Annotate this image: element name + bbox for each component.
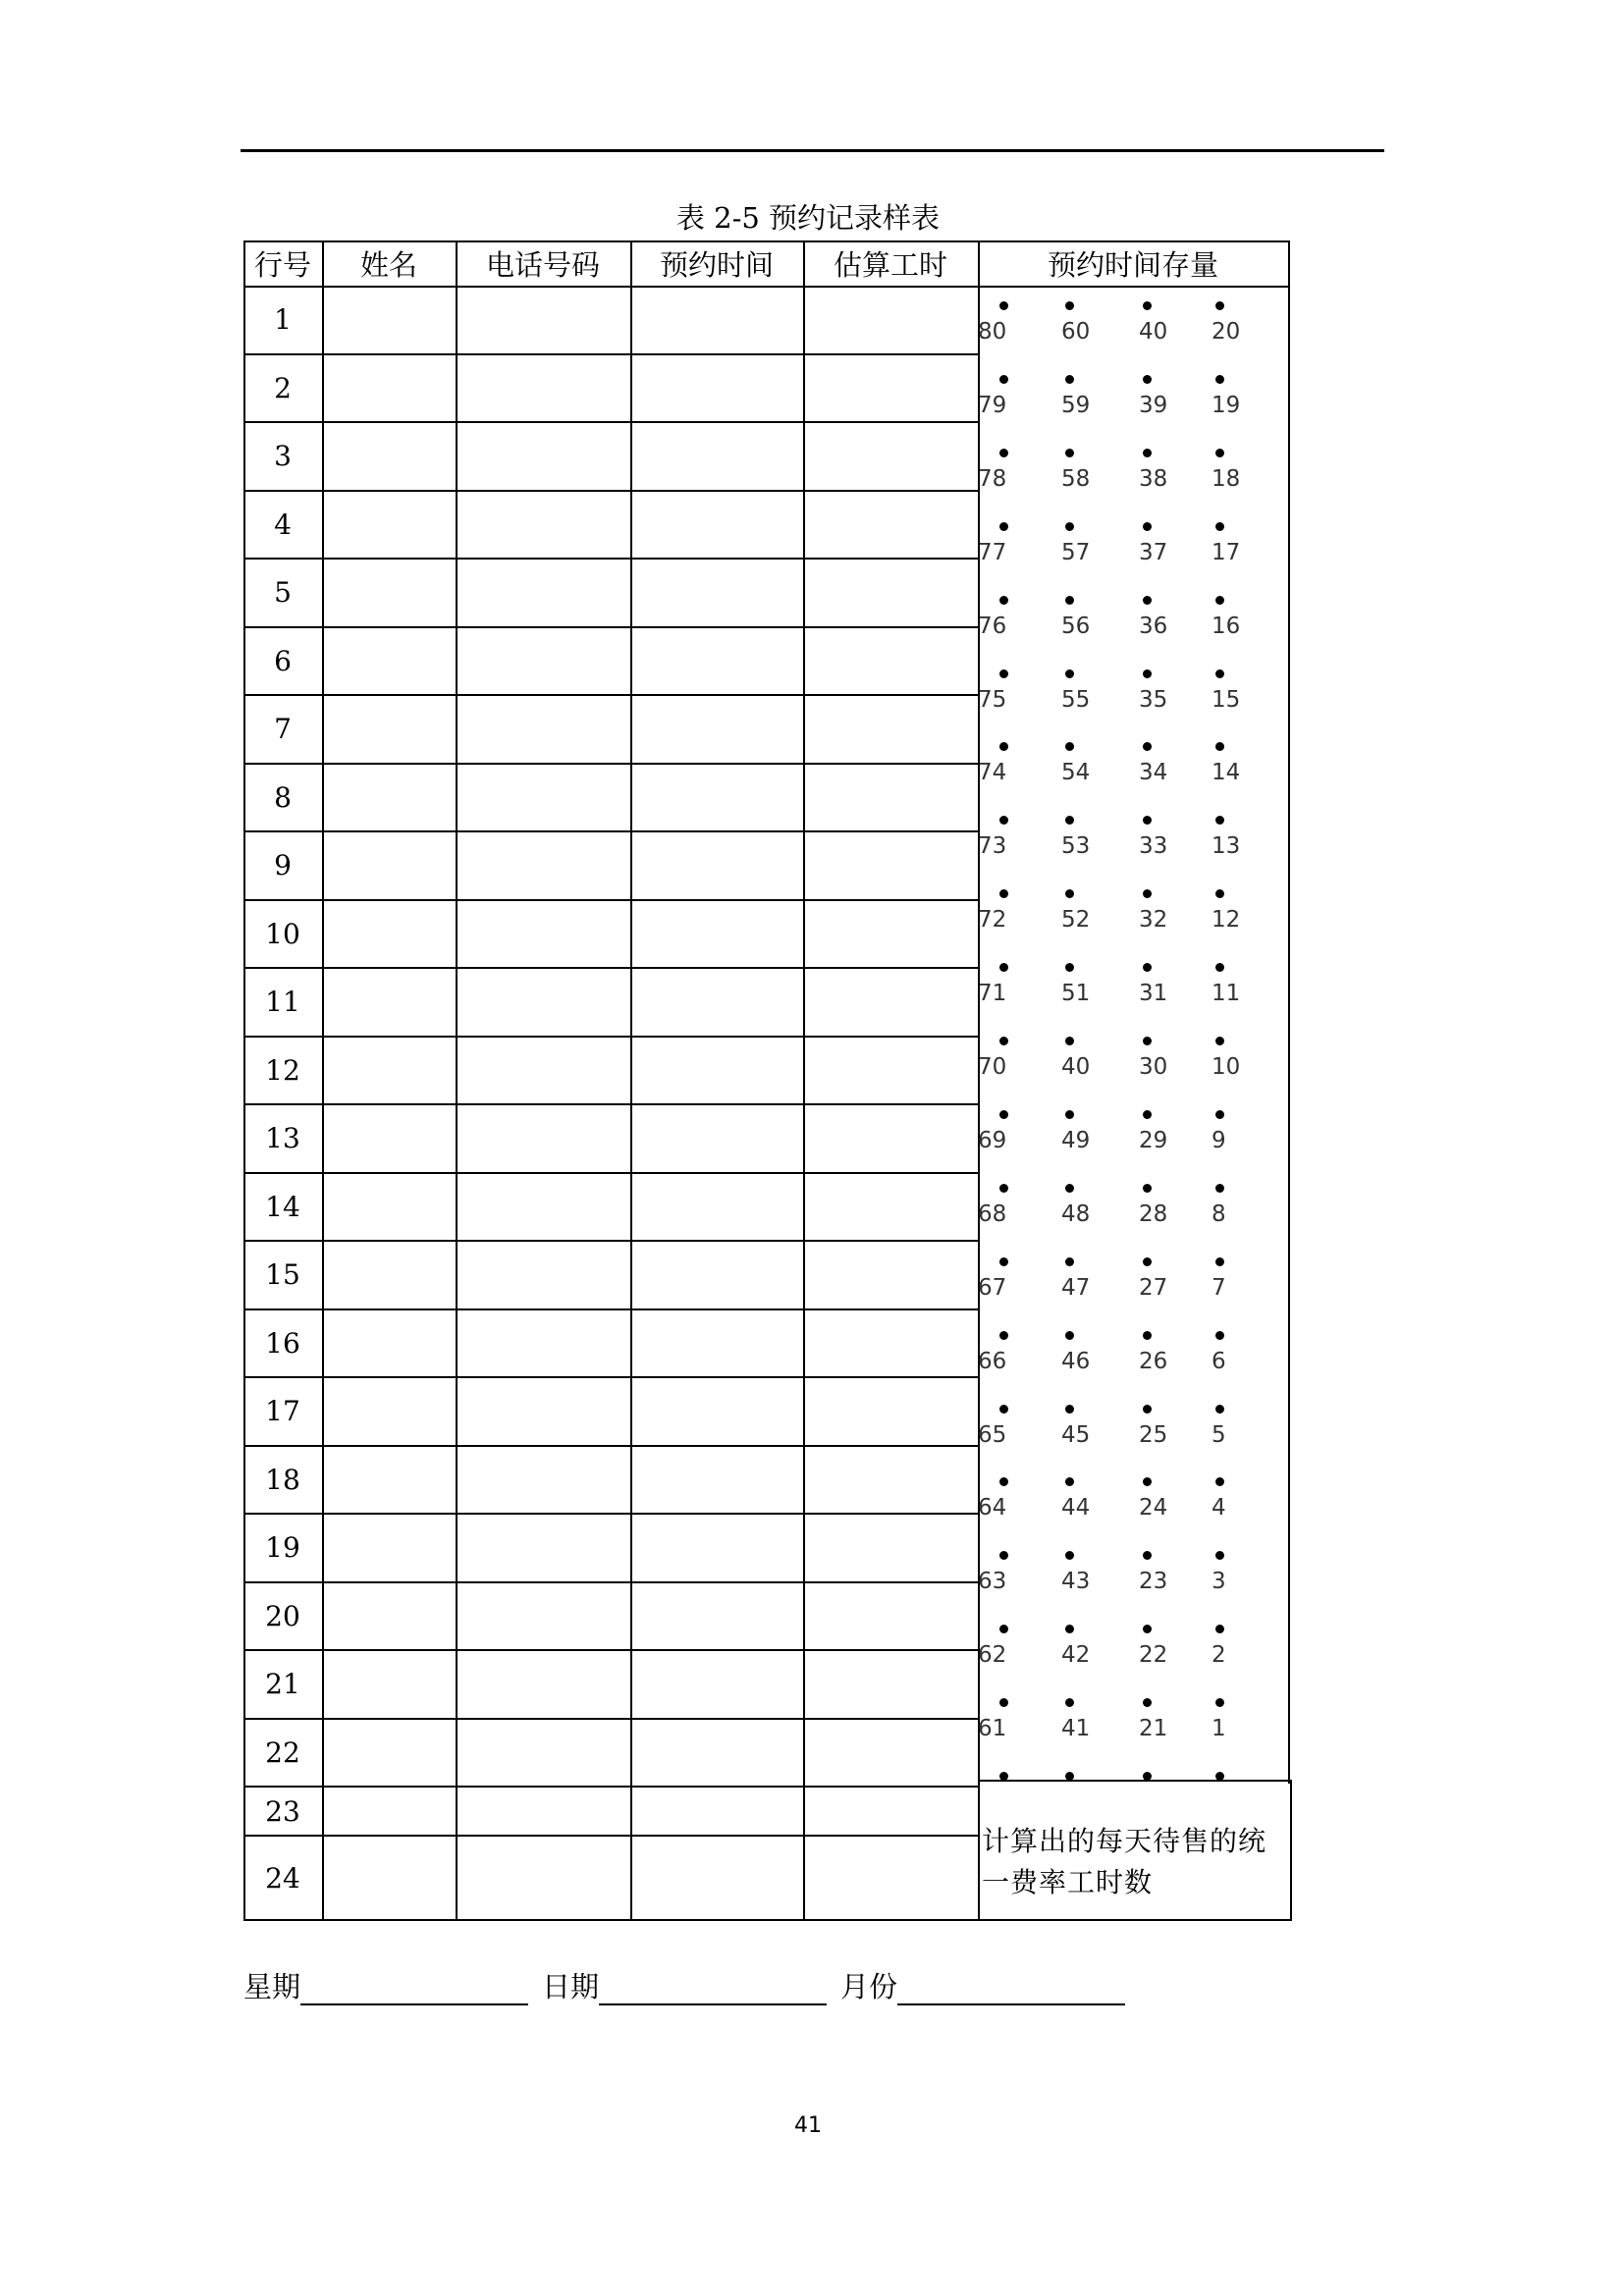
row-number: 21 xyxy=(265,1668,300,1701)
header-rule xyxy=(241,149,1384,152)
slot-dot-icon xyxy=(1143,596,1152,605)
hour-slot-number: 18 xyxy=(1212,465,1241,492)
slot-dot-icon xyxy=(999,1698,1008,1707)
slot-dot-icon xyxy=(999,1551,1008,1560)
row-number: 14 xyxy=(265,1190,300,1223)
hour-slot-number: 38 xyxy=(1139,465,1168,492)
row-number: 11 xyxy=(265,986,300,1019)
slot-dot-icon xyxy=(1065,522,1074,531)
row-divider xyxy=(243,1835,980,1837)
slot-dot-icon xyxy=(1143,1625,1152,1633)
row-divider xyxy=(243,1786,980,1788)
slot-dot-icon xyxy=(1215,1477,1224,1486)
row-divider xyxy=(243,763,980,765)
hour-slot-number: 67 xyxy=(978,1274,1007,1301)
hour-slot-number: 40 xyxy=(1139,319,1168,345)
row-divider xyxy=(243,1240,980,1242)
slot-dot-icon xyxy=(1143,1184,1152,1193)
hour-slot-number: 51 xyxy=(1061,981,1091,1007)
slot-dot-icon xyxy=(1065,449,1074,457)
hour-slot-number: 5 xyxy=(1212,1421,1226,1448)
hour-slot-number: 37 xyxy=(1139,539,1168,565)
slot-dot-icon xyxy=(1215,1257,1224,1266)
row-divider xyxy=(243,694,980,696)
column-divider xyxy=(803,240,805,1921)
row-divider xyxy=(243,421,980,423)
row-number: 3 xyxy=(274,440,292,473)
slot-dot-icon xyxy=(1065,889,1074,898)
slot-dot-icon xyxy=(999,1405,1008,1414)
hour-slot-number: 45 xyxy=(1061,1421,1091,1448)
hour-slot-number: 48 xyxy=(1061,1201,1091,1227)
hour-slot-number: 29 xyxy=(1139,1127,1168,1153)
row-divider xyxy=(243,1103,980,1105)
slot-dot-icon xyxy=(1065,1184,1074,1193)
row-number: 20 xyxy=(265,1599,300,1632)
hour-slot-number: 19 xyxy=(1212,392,1241,418)
slot-dot-icon xyxy=(1143,889,1152,898)
slot-dot-icon xyxy=(1143,1698,1152,1707)
hour-slot-number: 14 xyxy=(1212,760,1241,786)
hour-slot-number: 69 xyxy=(978,1127,1007,1153)
slot-dot-icon xyxy=(1065,1625,1074,1633)
row-number: 5 xyxy=(274,576,292,610)
slot-dot-icon xyxy=(1143,816,1152,825)
hour-slot-number: 78 xyxy=(978,465,1007,492)
hour-slot-number: 26 xyxy=(1139,1348,1168,1374)
hour-slot-number: 77 xyxy=(978,539,1007,565)
hour-slot-number: 64 xyxy=(978,1495,1007,1522)
slot-dot-icon xyxy=(1065,742,1074,751)
hour-slot-number: 47 xyxy=(1061,1274,1091,1301)
slot-dot-icon xyxy=(1065,963,1074,972)
slot-dot-icon xyxy=(1215,1625,1224,1633)
slot-dot-icon xyxy=(1215,1110,1224,1119)
slot-dot-icon xyxy=(1215,1698,1224,1707)
hour-slot-number: 24 xyxy=(1139,1495,1168,1522)
slot-dot-icon xyxy=(1215,669,1224,678)
appointment-record-table xyxy=(243,240,1292,1921)
hour-slot-number: 73 xyxy=(978,833,1007,860)
page-number: 41 xyxy=(794,2113,822,2138)
hour-slot-number: 2 xyxy=(1212,1642,1226,1669)
row-number: 23 xyxy=(265,1794,300,1828)
row-divider xyxy=(243,1445,980,1447)
slot-dot-icon xyxy=(1065,596,1074,605)
hour-slot-number: 17 xyxy=(1212,539,1241,565)
row-number: 8 xyxy=(274,780,292,814)
hour-slot-number: 42 xyxy=(1061,1642,1091,1669)
hour-slot-number: 39 xyxy=(1139,392,1168,418)
weekday-label: 星期 xyxy=(243,1970,301,2003)
hour-slot-number: 74 xyxy=(978,760,1007,786)
slot-dot-icon xyxy=(1065,1477,1074,1486)
date-field[interactable] xyxy=(599,1970,827,2005)
row-number: 12 xyxy=(265,1053,300,1087)
slot-dot-icon xyxy=(1143,1331,1152,1340)
note-box-top xyxy=(978,1780,1292,1782)
table-caption: 表 2-5 预约记录样表 xyxy=(675,201,941,235)
slot-dot-icon xyxy=(999,1331,1008,1340)
row-divider xyxy=(243,830,980,832)
hour-slot-number: 59 xyxy=(1061,392,1091,418)
row-number: 4 xyxy=(274,507,292,541)
hour-slot-number: 70 xyxy=(978,1054,1007,1080)
column-header: 行号 xyxy=(253,247,311,282)
row-divider xyxy=(243,967,980,969)
row-divider xyxy=(243,1036,980,1038)
slot-dot-icon xyxy=(1143,963,1152,972)
slot-dot-icon xyxy=(999,301,1008,310)
slot-dot-icon xyxy=(1143,1257,1152,1266)
hour-slot-number: 20 xyxy=(1212,319,1241,345)
hour-slot-number: 1 xyxy=(1212,1716,1226,1742)
row-number: 17 xyxy=(265,1395,300,1428)
hour-slot-number: 4 xyxy=(1212,1495,1226,1522)
slot-dot-icon xyxy=(999,1037,1008,1045)
hour-slot-number: 31 xyxy=(1139,981,1168,1007)
month-label: 月份 xyxy=(840,1970,898,2003)
hour-slot-number: 62 xyxy=(978,1642,1007,1669)
hour-slot-number: 11 xyxy=(1212,981,1241,1007)
hour-slot-number: 53 xyxy=(1061,833,1091,860)
column-header: 姓名 xyxy=(359,247,417,282)
daily-hours-note: 计算出的每天待售的统一费率工时数 xyxy=(982,1825,1267,1898)
hour-slot-number: 75 xyxy=(978,686,1007,713)
row-number: 7 xyxy=(274,713,292,746)
hour-slot-number: 58 xyxy=(1061,465,1091,492)
row-number: 2 xyxy=(274,371,292,404)
hour-slot-number: 28 xyxy=(1139,1201,1168,1227)
row-divider xyxy=(243,626,980,628)
row-divider xyxy=(243,1308,980,1310)
hour-slot-number: 22 xyxy=(1139,1642,1168,1669)
hour-slot-number: 40 xyxy=(1061,1054,1091,1080)
slot-dot-icon xyxy=(999,742,1008,751)
column-divider xyxy=(630,240,632,1921)
row-number: 13 xyxy=(265,1122,300,1155)
hour-slot-number: 30 xyxy=(1139,1054,1168,1080)
row-divider xyxy=(243,490,980,492)
row-divider xyxy=(243,558,980,560)
slot-dot-icon xyxy=(999,963,1008,972)
hour-slot-number: 46 xyxy=(1061,1348,1091,1374)
slot-dot-icon xyxy=(1065,1772,1074,1781)
slot-dot-icon xyxy=(1065,1331,1074,1340)
month-field[interactable] xyxy=(897,1970,1125,2005)
hour-slot-number: 7 xyxy=(1212,1274,1226,1301)
hour-slot-number: 65 xyxy=(978,1421,1007,1448)
table-border-right-lower xyxy=(1290,1780,1292,1921)
slot-dot-icon xyxy=(1215,1184,1224,1193)
slot-dot-icon xyxy=(1143,1405,1152,1414)
hour-slot-number: 80 xyxy=(978,319,1007,345)
slot-dot-icon xyxy=(1215,889,1224,898)
slot-dot-icon xyxy=(1215,449,1224,457)
slot-dot-icon xyxy=(1215,816,1224,825)
row-divider xyxy=(243,1718,980,1720)
column-divider xyxy=(322,240,324,1921)
hour-slot-number: 23 xyxy=(1139,1569,1168,1595)
slot-dot-icon xyxy=(999,1477,1008,1486)
slot-dot-icon xyxy=(999,1772,1008,1781)
slot-dot-icon xyxy=(1215,1551,1224,1560)
row-number: 6 xyxy=(274,644,292,677)
hour-slot-number: 33 xyxy=(1139,833,1168,860)
hour-slot-number: 55 xyxy=(1061,686,1091,713)
table-border-bottom xyxy=(243,1919,1292,1921)
hour-slot-number: 6 xyxy=(1212,1348,1226,1374)
row-divider xyxy=(243,1376,980,1378)
hour-slot-number: 34 xyxy=(1139,760,1168,786)
slot-dot-icon xyxy=(999,522,1008,531)
column-header: 预约时间 xyxy=(659,247,774,282)
slot-dot-icon xyxy=(1215,1405,1224,1414)
slot-dot-icon xyxy=(1143,669,1152,678)
hour-slot-number: 41 xyxy=(1061,1716,1091,1742)
slot-dot-icon xyxy=(999,596,1008,605)
hour-slot-number: 44 xyxy=(1061,1495,1091,1522)
hour-slot-number: 3 xyxy=(1212,1569,1226,1595)
table-border-right xyxy=(1288,240,1290,1784)
slot-dot-icon xyxy=(1065,1257,1074,1266)
hour-slot-number: 71 xyxy=(978,981,1007,1007)
hour-slot-number: 13 xyxy=(1212,833,1241,860)
slot-dot-icon xyxy=(1215,301,1224,310)
hour-slot-number: 61 xyxy=(978,1716,1007,1742)
date-label: 日期 xyxy=(542,1970,600,2003)
row-divider xyxy=(243,1581,980,1583)
hour-slot-number: 32 xyxy=(1139,907,1168,934)
column-divider xyxy=(456,240,458,1921)
hour-slot-number: 52 xyxy=(1061,907,1091,934)
column-header: 电话号码 xyxy=(485,247,600,282)
hour-slot-number: 10 xyxy=(1212,1054,1241,1080)
slot-dot-icon xyxy=(999,669,1008,678)
hour-slot-number: 15 xyxy=(1212,686,1241,713)
slot-dot-icon xyxy=(999,1110,1008,1119)
slot-dot-icon xyxy=(1143,375,1152,384)
slot-dot-icon xyxy=(1215,1037,1224,1045)
row-divider xyxy=(243,1513,980,1515)
row-number: 16 xyxy=(265,1326,300,1360)
hour-slot-number: 21 xyxy=(1139,1716,1168,1742)
slot-dot-icon xyxy=(1215,596,1224,605)
hour-slot-number: 25 xyxy=(1139,1421,1168,1448)
slot-dot-icon xyxy=(1215,1772,1224,1781)
row-divider xyxy=(243,1172,980,1174)
slot-dot-icon xyxy=(999,1625,1008,1633)
slot-dot-icon xyxy=(1215,522,1224,531)
slot-dot-icon xyxy=(1065,1551,1074,1560)
hour-slot-number: 72 xyxy=(978,907,1007,934)
slot-dot-icon xyxy=(999,1184,1008,1193)
row-number: 19 xyxy=(265,1531,300,1565)
header-divider xyxy=(243,286,1290,288)
slot-dot-icon xyxy=(1143,301,1152,310)
hour-slot-number: 43 xyxy=(1061,1569,1091,1595)
row-number: 24 xyxy=(265,1862,300,1895)
slot-dot-icon xyxy=(999,449,1008,457)
hour-slot-number: 56 xyxy=(1061,613,1091,639)
row-number: 15 xyxy=(265,1258,300,1292)
slot-dot-icon xyxy=(1065,301,1074,310)
slot-dot-icon xyxy=(1065,1037,1074,1045)
slot-dot-icon xyxy=(1065,1698,1074,1707)
slot-dot-icon xyxy=(999,1257,1008,1266)
column-header: 估算工时 xyxy=(833,247,947,282)
row-number: 9 xyxy=(274,849,292,882)
hour-slot-number: 27 xyxy=(1139,1274,1168,1301)
hour-slot-number: 79 xyxy=(978,392,1007,418)
slot-dot-icon xyxy=(1215,742,1224,751)
row-number: 1 xyxy=(274,303,292,337)
hour-slot-number: 57 xyxy=(1061,539,1091,565)
hour-slot-number: 9 xyxy=(1212,1127,1226,1153)
column-divider xyxy=(978,240,980,1921)
column-header: 预约时间存量 xyxy=(1047,247,1218,282)
slot-dot-icon xyxy=(1143,1772,1152,1781)
row-divider xyxy=(243,1649,980,1651)
hour-slot-number: 36 xyxy=(1139,613,1168,639)
slot-dot-icon xyxy=(1143,1110,1152,1119)
hour-slot-number: 35 xyxy=(1139,686,1168,713)
hour-slot-number: 76 xyxy=(978,613,1007,639)
slot-dot-icon xyxy=(999,816,1008,825)
weekday-field[interactable] xyxy=(300,1970,528,2005)
sheet-footer xyxy=(243,1966,1139,2005)
slot-dot-icon xyxy=(1215,1331,1224,1340)
hour-slot-number: 66 xyxy=(978,1348,1007,1374)
slot-dot-icon xyxy=(1215,963,1224,972)
row-divider xyxy=(243,899,980,901)
slot-dot-icon xyxy=(1065,375,1074,384)
slot-dot-icon xyxy=(1143,1037,1152,1045)
slot-dot-icon xyxy=(1215,375,1224,384)
slot-dot-icon xyxy=(1143,1551,1152,1560)
slot-dot-icon xyxy=(1065,816,1074,825)
slot-dot-icon xyxy=(1143,1477,1152,1486)
hour-slot-number: 54 xyxy=(1061,760,1091,786)
hour-slot-number: 8 xyxy=(1212,1201,1226,1227)
row-number: 18 xyxy=(265,1463,300,1496)
hour-slot-number: 63 xyxy=(978,1569,1007,1595)
slot-dot-icon xyxy=(1143,522,1152,531)
row-divider xyxy=(243,353,980,355)
hour-slot-number: 60 xyxy=(1061,319,1091,345)
slot-dot-icon xyxy=(1065,669,1074,678)
hour-slot-number: 12 xyxy=(1212,907,1241,934)
slot-dot-icon xyxy=(1065,1405,1074,1414)
slot-dot-icon xyxy=(1065,1110,1074,1119)
hour-slot-number: 49 xyxy=(1061,1127,1091,1153)
slot-dot-icon xyxy=(999,375,1008,384)
row-number: 22 xyxy=(265,1735,300,1769)
slot-dot-icon xyxy=(1143,742,1152,751)
hour-slot-number: 68 xyxy=(978,1201,1007,1227)
slot-dot-icon xyxy=(1143,449,1152,457)
row-number: 10 xyxy=(265,917,300,950)
slot-dot-icon xyxy=(999,889,1008,898)
hour-slot-number: 16 xyxy=(1212,613,1241,639)
